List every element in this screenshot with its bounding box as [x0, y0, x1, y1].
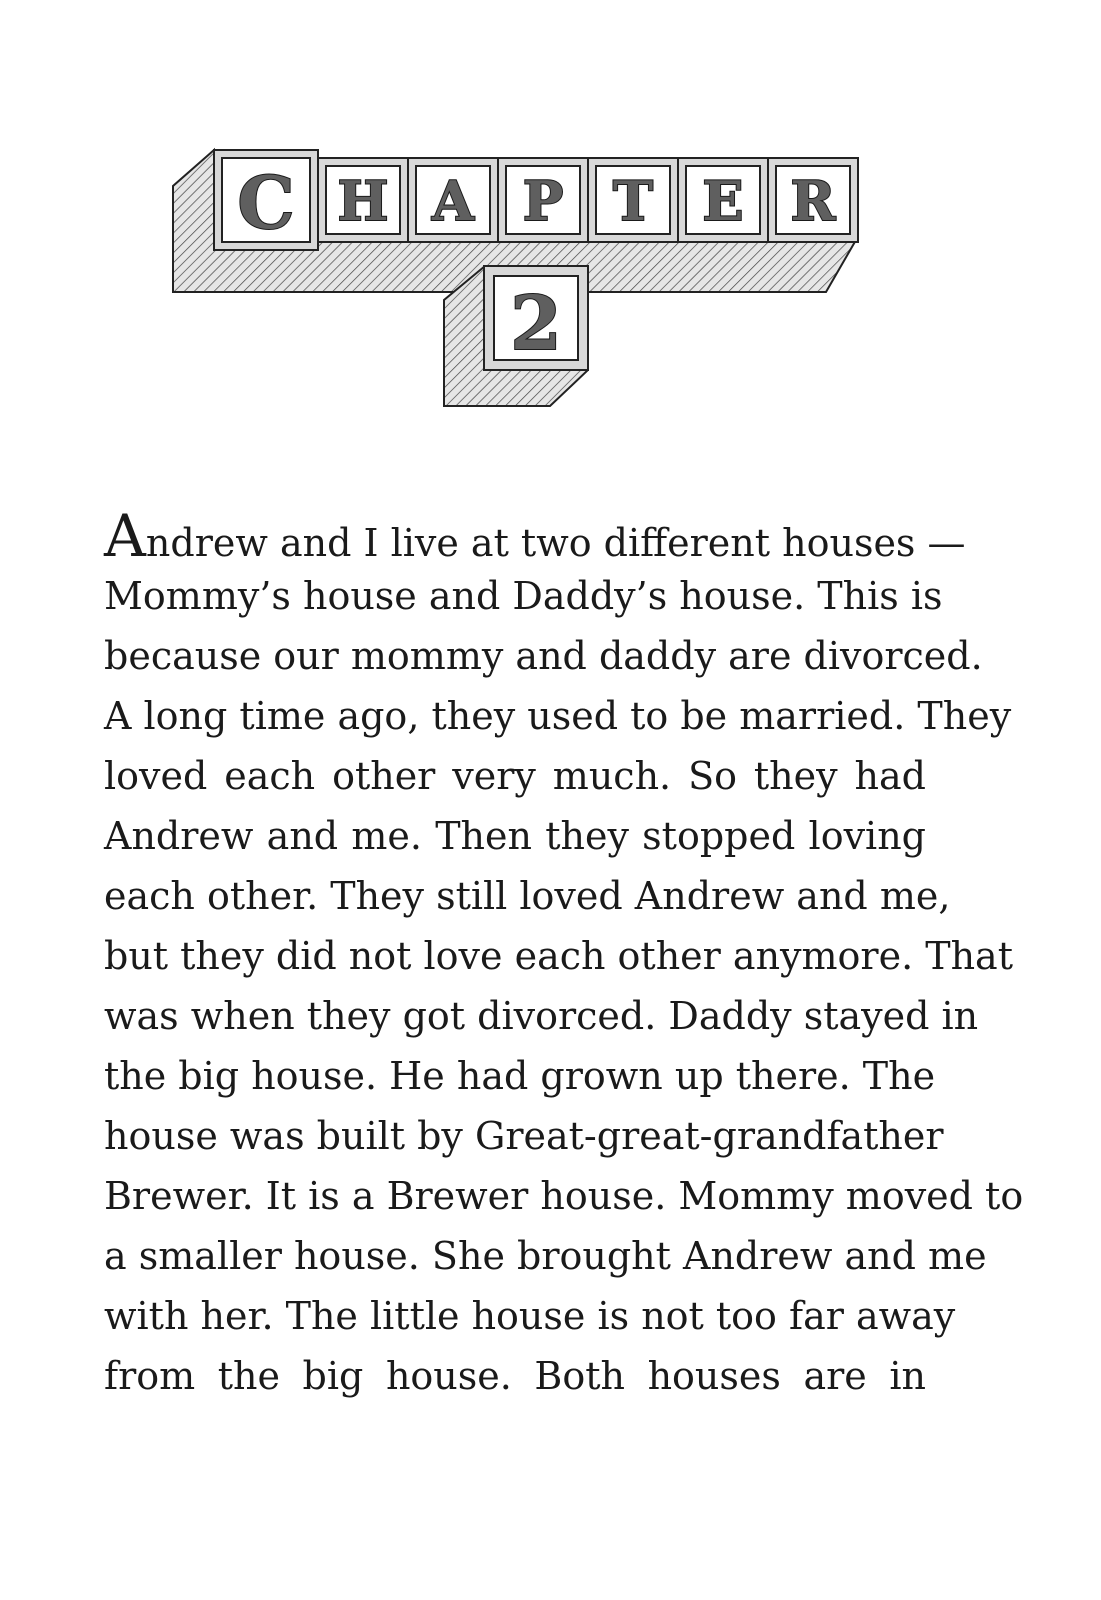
chapter-letter: H [337, 169, 389, 233]
chapter-number: 2 [510, 281, 562, 367]
first-line-rest: ndrew and I live at two different houses — [145, 521, 966, 565]
chapter-letter-block [768, 158, 858, 242]
text-line: because our mommy and daddy are divorced. [104, 634, 983, 678]
chapter-letter-block [408, 158, 498, 242]
text-line: each other. They still loved Andrew and me, [104, 874, 951, 918]
text-line: was when they got divorced. Daddy stayed in [104, 994, 979, 1038]
chapter-letter: A [432, 169, 474, 233]
chapter-letter-block [214, 150, 318, 250]
chapter-letter-block [588, 158, 678, 242]
text-line: from the big house. Both houses are in [104, 1354, 926, 1398]
chapter-letter-block [678, 158, 768, 242]
chapter-letter: C [237, 160, 295, 245]
text-line: house was built by Great-great-grandfather [104, 1114, 944, 1158]
text-line: the big house. He had grown up there. The [104, 1054, 936, 1098]
chapter-letter: E [702, 169, 744, 233]
chapter-letter: R [790, 169, 836, 233]
text-line: Andrew and me. Then they stopped loving [104, 814, 926, 858]
chapter-letter-block [318, 158, 408, 242]
text-line: Mommy’s house and Daddy’s house. This is [104, 574, 943, 618]
enlarged-initial-letter: A [104, 502, 146, 570]
chapter-body-text [104, 502, 1024, 1406]
chapter-number-block [484, 266, 588, 370]
text-line: A long time ago, they used to be married. They [104, 694, 1012, 738]
text-line: loved each other very much. So they had [104, 754, 926, 798]
text-line: a smaller house. She brought Andrew and me [104, 1234, 987, 1278]
chapter-letter-block [498, 158, 588, 242]
text-line [104, 502, 966, 570]
text-line: Brewer. It is a Brewer house. Mommy moved to [104, 1174, 1024, 1218]
chapter-heading [0, 0, 1101, 460]
chapter-letter: P [522, 169, 564, 233]
chapter-letter: T [612, 169, 654, 233]
text-line: with her. The little house is not too far away [104, 1294, 956, 1338]
chapter-letter-blocks [214, 150, 858, 250]
text-line: but they did not love each other anymore. That [104, 934, 1013, 978]
